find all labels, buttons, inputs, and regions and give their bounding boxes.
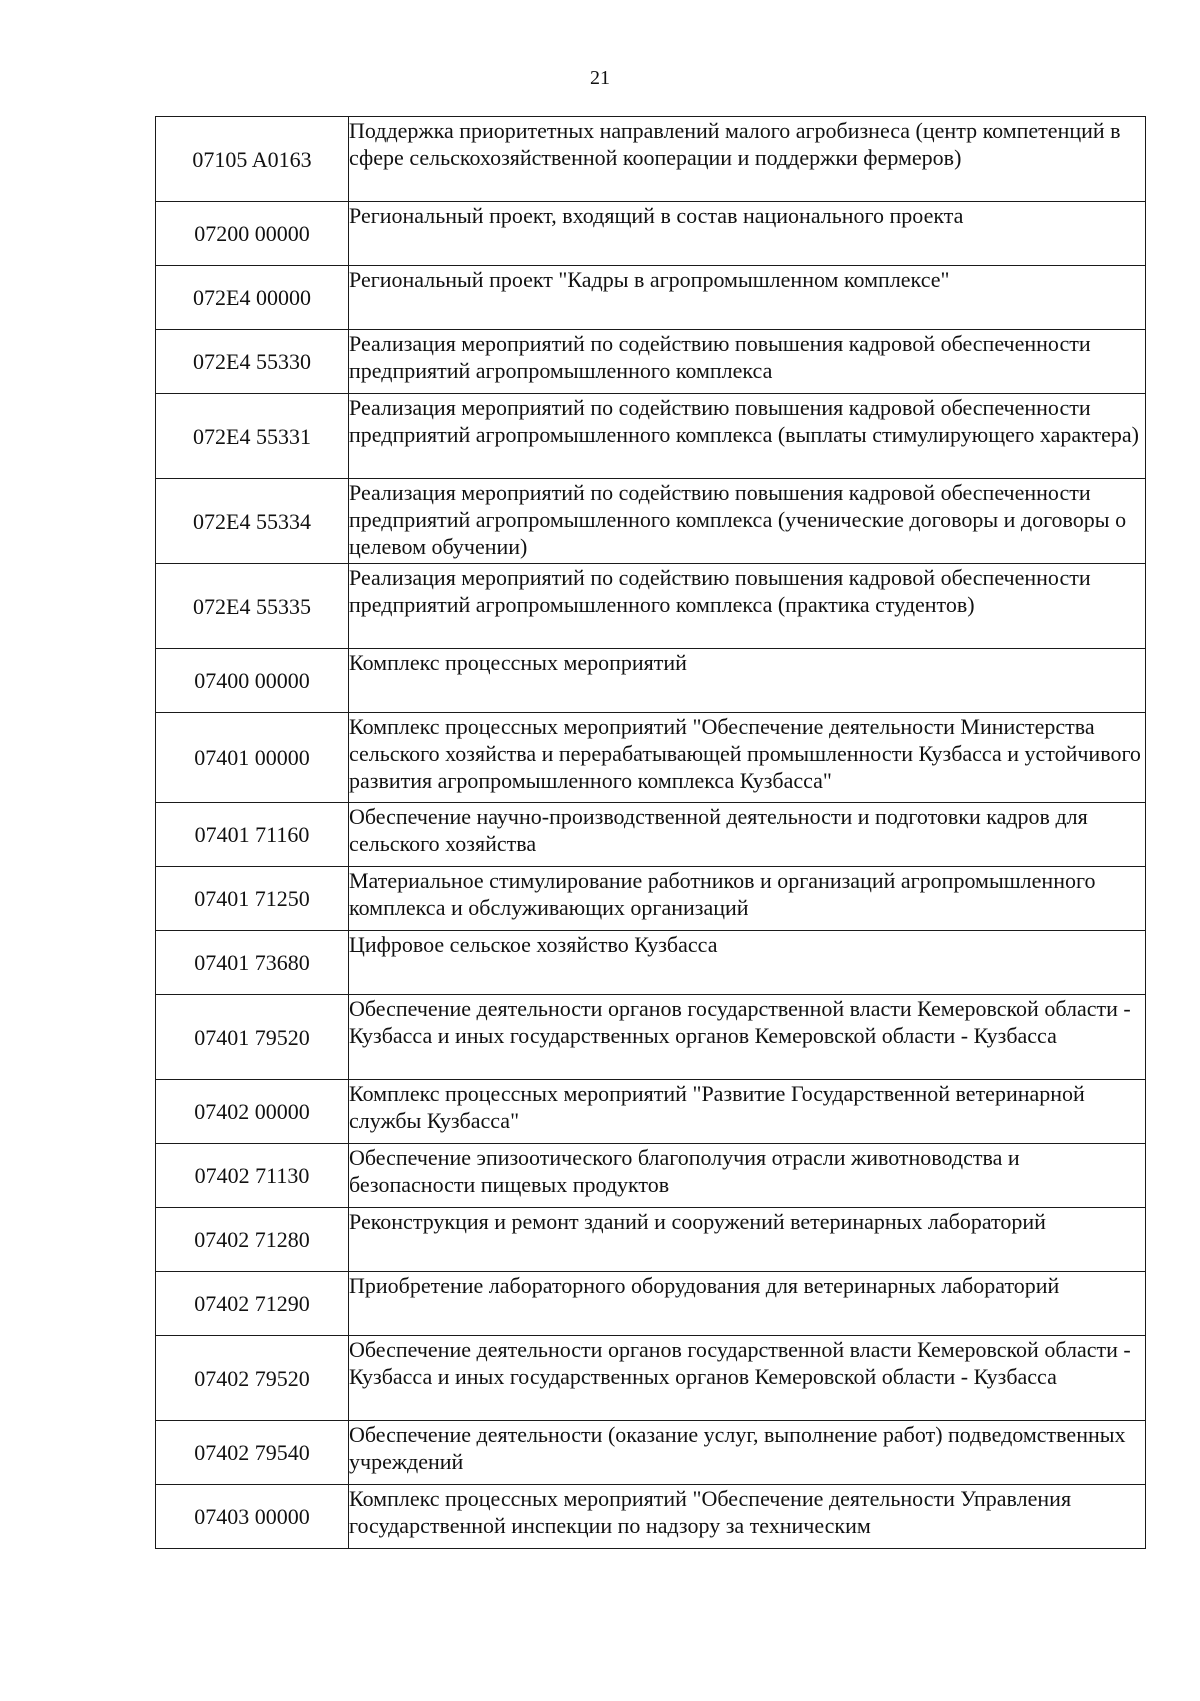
code-cell: 072E4 00000 [156, 266, 349, 330]
code-cell: 07402 00000 [156, 1080, 349, 1144]
description-cell: Цифровое сельское хозяйство Кузбасса [349, 931, 1146, 995]
table-row [156, 1485, 1146, 1549]
description-cell: Региональный проект, входящий в состав национального проекта [349, 202, 1146, 266]
code-cell: 072E4 55334 [156, 479, 349, 564]
description-cell: Обеспечение научно-производственной деятельности и подготовки кадров для сельского хозяйства [349, 803, 1146, 867]
table-row [156, 1421, 1146, 1485]
table-row [156, 995, 1146, 1080]
description-cell: Обеспечение деятельности органов государственной власти Кемеровской области - Кузбасса и иных государственных органов Кемеровской области - Кузбасса [349, 995, 1146, 1080]
table-row [156, 564, 1146, 649]
description-cell: Приобретение лабораторного оборудования для ветеринарных лабораторий [349, 1272, 1146, 1336]
table-row [156, 649, 1146, 713]
table-row [156, 479, 1146, 564]
table-row [156, 803, 1146, 867]
table-row [156, 931, 1146, 995]
code-cell: 07105 A0163 [156, 117, 349, 202]
table-row [156, 867, 1146, 931]
table-row [156, 1080, 1146, 1144]
code-cell: 07402 71290 [156, 1272, 349, 1336]
description-cell: Реализация мероприятий по содействию повышения кадровой обеспеченности предприятий агропромышленного комплекса (практика студентов) [349, 564, 1146, 649]
description-cell: Комплекс процессных мероприятий [349, 649, 1146, 713]
description-cell: Материальное стимулирование работников и организаций агропромышленного комплекса и обслуживающих организаций [349, 867, 1146, 931]
description-cell: Реконструкция и ремонт зданий и сооружений ветеринарных лабораторий [349, 1208, 1146, 1272]
table-row [156, 117, 1146, 202]
code-cell: 072E4 55330 [156, 330, 349, 394]
table-row [156, 1336, 1146, 1421]
code-cell: 07402 71280 [156, 1208, 349, 1272]
code-cell: 07401 71160 [156, 803, 349, 867]
code-cell: 07401 71250 [156, 867, 349, 931]
description-cell: Комплекс процессных мероприятий "Обеспечение деятельности Управления государственной инспекции по надзору за техническим [349, 1485, 1146, 1549]
table-row [156, 1144, 1146, 1208]
table-row [156, 713, 1146, 803]
code-cell: 07403 00000 [156, 1485, 349, 1549]
description-cell: Комплекс процессных мероприятий "Развитие Государственной ветеринарной службы Кузбасса" [349, 1080, 1146, 1144]
code-cell: 07402 71130 [156, 1144, 349, 1208]
description-cell: Поддержка приоритетных направлений малого агробизнеса (центр компетенций в сфере сельскохозяйственной кооперации и поддержки фермеров) [349, 117, 1146, 202]
code-cell: 07401 00000 [156, 713, 349, 803]
budget-code-table [155, 116, 1146, 1549]
page-number: 21 [590, 67, 610, 89]
code-cell: 07400 00000 [156, 649, 349, 713]
code-cell: 07401 79520 [156, 995, 349, 1080]
description-cell: Комплекс процессных мероприятий "Обеспечение деятельности Министерства сельского хозяйства и перерабатывающей промышленности Кузбасса и устойчивого развития агропромышленного комплекса Кузбасса" [349, 713, 1146, 803]
description-cell: Реализация мероприятий по содействию повышения кадровой обеспеченности предприятий агропромышленного комплекса (выплаты стимулирующего характера) [349, 394, 1146, 479]
table-row [156, 394, 1146, 479]
table-row [156, 1272, 1146, 1336]
description-cell: Обеспечение эпизоотического благополучия отрасли животноводства и безопасности пищевых продуктов [349, 1144, 1146, 1208]
table-row [156, 1208, 1146, 1272]
code-cell: 072E4 55331 [156, 394, 349, 479]
table-row [156, 266, 1146, 330]
code-cell: 07200 00000 [156, 202, 349, 266]
table-row [156, 330, 1146, 394]
code-cell: 07401 73680 [156, 931, 349, 995]
description-cell: Региональный проект "Кадры в агропромышленном комплексе" [349, 266, 1146, 330]
description-cell: Реализация мероприятий по содействию повышения кадровой обеспеченности предприятий агропромышленного комплекса (ученические договоры и договоры о целевом обучении) [349, 479, 1146, 564]
description-cell: Реализация мероприятий по содействию повышения кадровой обеспеченности предприятий агропромышленного комплекса [349, 330, 1146, 394]
description-cell: Обеспечение деятельности органов государственной власти Кемеровской области - Кузбасса и иных государственных органов Кемеровской области - Кузбасса [349, 1336, 1146, 1421]
description-cell: Обеспечение деятельности (оказание услуг, выполнение работ) подведомственных учреждений [349, 1421, 1146, 1485]
code-cell: 07402 79520 [156, 1336, 349, 1421]
code-cell: 07402 79540 [156, 1421, 349, 1485]
code-cell: 072E4 55335 [156, 564, 349, 649]
table-row [156, 202, 1146, 266]
